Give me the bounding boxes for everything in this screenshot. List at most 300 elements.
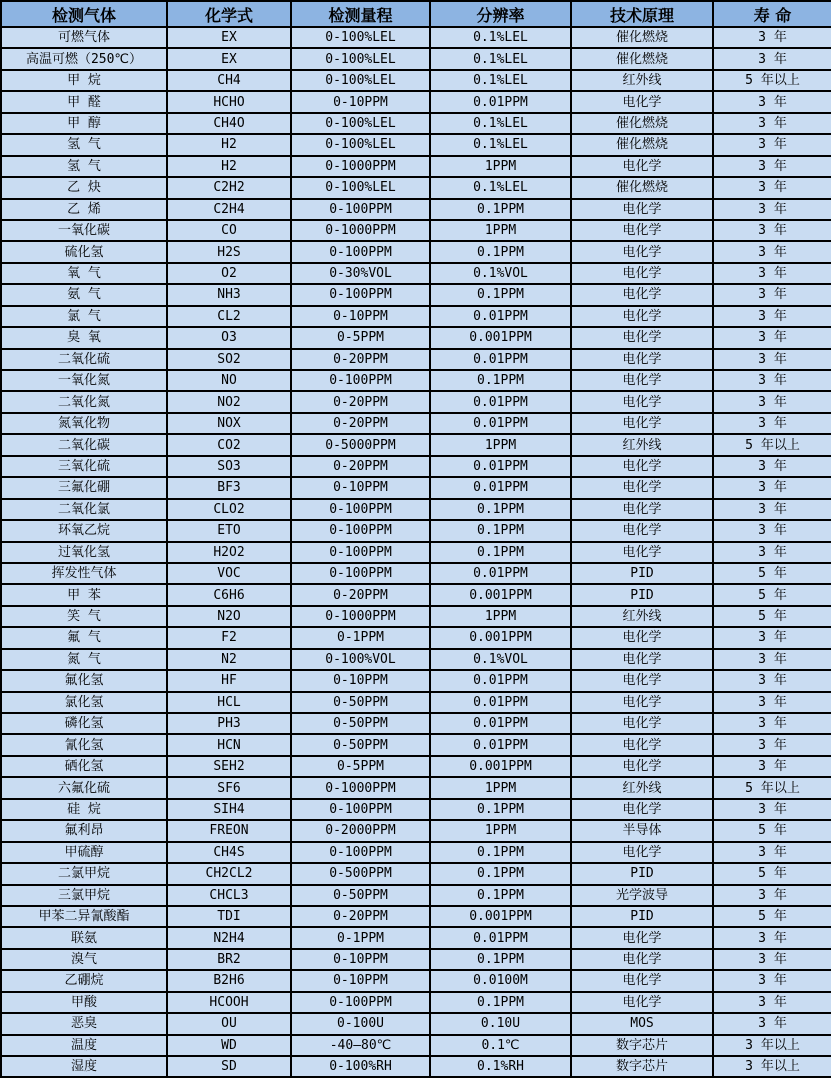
cell-lifespan: 3 年 xyxy=(713,177,831,198)
cell-principle: 电化学 xyxy=(571,263,713,284)
cell-resolution: 0.1PPM xyxy=(430,370,571,391)
cell-formula: HCOOH xyxy=(167,992,291,1013)
cell-principle: 电化学 xyxy=(571,456,713,477)
cell-lifespan: 3 年 xyxy=(713,241,831,262)
cell-principle: 催化燃烧 xyxy=(571,27,713,48)
cell-formula: B2H6 xyxy=(167,970,291,991)
cell-range: 0-100%RH xyxy=(291,1056,430,1077)
cell-gas: 甲硫醇 xyxy=(1,842,167,863)
table-row xyxy=(1,734,831,755)
table-row xyxy=(1,306,831,327)
column-header-formula: 化学式 xyxy=(167,1,291,27)
column-header-range: 检测量程 xyxy=(291,1,430,27)
table-row xyxy=(1,370,831,391)
cell-lifespan: 3 年 xyxy=(713,1013,831,1034)
cell-formula: PH3 xyxy=(167,713,291,734)
cell-formula: N2O xyxy=(167,606,291,627)
cell-gas: 挥发性气体 xyxy=(1,563,167,584)
table-row xyxy=(1,563,831,584)
column-header-principle: 技术原理 xyxy=(571,1,713,27)
cell-gas: 氨 气 xyxy=(1,284,167,305)
cell-principle: 电化学 xyxy=(571,799,713,820)
cell-range: 0-10PPM xyxy=(291,670,430,691)
cell-range: 0-10PPM xyxy=(291,306,430,327)
cell-principle: 电化学 xyxy=(571,391,713,412)
cell-range: 0-100PPM xyxy=(291,241,430,262)
cell-range: 0-20PPM xyxy=(291,391,430,412)
cell-formula: H2 xyxy=(167,156,291,177)
cell-range: 0-1000PPM xyxy=(291,606,430,627)
cell-lifespan: 3 年 xyxy=(713,756,831,777)
cell-formula: TDI xyxy=(167,906,291,927)
cell-gas: 氟 气 xyxy=(1,627,167,648)
column-header-lifespan: 寿 命 xyxy=(713,1,831,27)
cell-lifespan: 3 年 xyxy=(713,627,831,648)
cell-range: 0-20PPM xyxy=(291,906,430,927)
cell-range: 0-20PPM xyxy=(291,584,430,605)
cell-range: 0-50PPM xyxy=(291,713,430,734)
cell-range: 0-1PPM xyxy=(291,927,430,948)
cell-lifespan: 3 年 xyxy=(713,370,831,391)
cell-gas: 磷化氢 xyxy=(1,713,167,734)
cell-formula: VOC xyxy=(167,563,291,584)
cell-principle: 电化学 xyxy=(571,477,713,498)
cell-range: 0-100PPM xyxy=(291,499,430,520)
cell-range: 0-50PPM xyxy=(291,692,430,713)
cell-range: 0-50PPM xyxy=(291,734,430,755)
cell-resolution: 0.01PPM xyxy=(430,927,571,948)
table-row xyxy=(1,670,831,691)
cell-resolution: 0.1PPM xyxy=(430,520,571,541)
cell-resolution: 0.01PPM xyxy=(430,456,571,477)
cell-principle: 电化学 xyxy=(571,413,713,434)
cell-resolution: 0.01PPM xyxy=(430,349,571,370)
cell-resolution: 0.1%LEL xyxy=(430,48,571,69)
cell-formula: HF xyxy=(167,670,291,691)
cell-gas: 二氯甲烷 xyxy=(1,863,167,884)
cell-lifespan: 3 年 xyxy=(713,27,831,48)
cell-resolution: 0.1PPM xyxy=(430,885,571,906)
cell-lifespan: 5 年以上 xyxy=(713,434,831,455)
cell-resolution: 0.01PPM xyxy=(430,91,571,112)
cell-resolution: 0.1PPM xyxy=(430,241,571,262)
cell-resolution: 0.01PPM xyxy=(430,692,571,713)
cell-lifespan: 3 年 xyxy=(713,499,831,520)
cell-formula: CH2CL2 xyxy=(167,863,291,884)
table-row xyxy=(1,649,831,670)
cell-gas: 二氧化硫 xyxy=(1,349,167,370)
table-row xyxy=(1,456,831,477)
cell-lifespan: 5 年 xyxy=(713,563,831,584)
cell-principle: 电化学 xyxy=(571,349,713,370)
cell-principle: 催化燃烧 xyxy=(571,48,713,69)
cell-range: 0-100PPM xyxy=(291,842,430,863)
cell-gas: 高温可燃（250℃） xyxy=(1,48,167,69)
table-row xyxy=(1,713,831,734)
cell-principle: 电化学 xyxy=(571,199,713,220)
cell-lifespan: 3 年 xyxy=(713,349,831,370)
cell-range: 0-100%LEL xyxy=(291,134,430,155)
table-row xyxy=(1,885,831,906)
cell-lifespan: 3 年 xyxy=(713,134,831,155)
cell-range: 0-100PPM xyxy=(291,799,430,820)
table-row xyxy=(1,220,831,241)
cell-formula: FREON xyxy=(167,820,291,841)
cell-formula: SEH2 xyxy=(167,756,291,777)
cell-range: 0-500PPM xyxy=(291,863,430,884)
cell-principle: 电化学 xyxy=(571,649,713,670)
cell-range: 0-5PPM xyxy=(291,756,430,777)
cell-gas: 氧 气 xyxy=(1,263,167,284)
cell-range: 0-100PPM xyxy=(291,284,430,305)
table-row xyxy=(1,241,831,262)
cell-resolution: 0.01PPM xyxy=(430,563,571,584)
cell-gas: 甲酸 xyxy=(1,992,167,1013)
cell-lifespan: 5 年以上 xyxy=(713,70,831,91)
cell-range: 0-20PPM xyxy=(291,456,430,477)
table-row xyxy=(1,692,831,713)
cell-principle: 数字芯片 xyxy=(571,1056,713,1077)
cell-principle: 电化学 xyxy=(571,520,713,541)
cell-resolution: 0.001PPM xyxy=(430,584,571,605)
cell-lifespan: 3 年 xyxy=(713,263,831,284)
table-row xyxy=(1,349,831,370)
table-row xyxy=(1,156,831,177)
cell-gas: 氢 气 xyxy=(1,156,167,177)
cell-range: 0-20PPM xyxy=(291,413,430,434)
cell-formula: BF3 xyxy=(167,477,291,498)
cell-gas: 臭 氧 xyxy=(1,327,167,348)
cell-formula: SD xyxy=(167,1056,291,1077)
cell-formula: NO2 xyxy=(167,391,291,412)
cell-range: 0-10PPM xyxy=(291,91,430,112)
cell-resolution: 0.1%LEL xyxy=(430,27,571,48)
cell-gas: 六氟化硫 xyxy=(1,777,167,798)
cell-resolution: 0.1PPM xyxy=(430,542,571,563)
cell-formula: SO3 xyxy=(167,456,291,477)
cell-formula: NO xyxy=(167,370,291,391)
cell-resolution: 0.01PPM xyxy=(430,477,571,498)
cell-principle: 电化学 xyxy=(571,284,713,305)
cell-formula: CH4S xyxy=(167,842,291,863)
cell-resolution: 1PPM xyxy=(430,777,571,798)
cell-resolution: 0.1PPM xyxy=(430,949,571,970)
cell-gas: 氟利昂 xyxy=(1,820,167,841)
cell-formula: ETO xyxy=(167,520,291,541)
cell-range: 0-5000PPM xyxy=(291,434,430,455)
cell-lifespan: 3 年 xyxy=(713,220,831,241)
cell-principle: 电化学 xyxy=(571,970,713,991)
cell-principle: 电化学 xyxy=(571,670,713,691)
cell-gas: 氮氧化物 xyxy=(1,413,167,434)
cell-lifespan: 5 年 xyxy=(713,584,831,605)
cell-formula: NOX xyxy=(167,413,291,434)
cell-principle: 半导体 xyxy=(571,820,713,841)
table-row xyxy=(1,113,831,134)
cell-formula: F2 xyxy=(167,627,291,648)
cell-range: 0-10PPM xyxy=(291,477,430,498)
cell-gas: 可燃气体 xyxy=(1,27,167,48)
cell-gas: 甲 醛 xyxy=(1,91,167,112)
cell-formula: HCN xyxy=(167,734,291,755)
cell-range: 0-20PPM xyxy=(291,349,430,370)
cell-formula: BR2 xyxy=(167,949,291,970)
cell-gas: 氮 气 xyxy=(1,649,167,670)
cell-range: 0-100PPM xyxy=(291,563,430,584)
cell-gas: 氟化氢 xyxy=(1,670,167,691)
cell-principle: 电化学 xyxy=(571,156,713,177)
cell-gas: 硒化氢 xyxy=(1,756,167,777)
cell-resolution: 0.001PPM xyxy=(430,906,571,927)
cell-principle: MOS xyxy=(571,1013,713,1034)
cell-resolution: 1PPM xyxy=(430,220,571,241)
column-header-gas: 检测气体 xyxy=(1,1,167,27)
cell-resolution: 0.1℃ xyxy=(430,1035,571,1056)
cell-range: 0-50PPM xyxy=(291,885,430,906)
table-row xyxy=(1,584,831,605)
cell-resolution: 1PPM xyxy=(430,820,571,841)
cell-principle: 电化学 xyxy=(571,992,713,1013)
cell-lifespan: 3 年 xyxy=(713,992,831,1013)
table-row xyxy=(1,627,831,648)
cell-gas: 氢 气 xyxy=(1,134,167,155)
cell-lifespan: 3 年以上 xyxy=(713,1056,831,1077)
cell-resolution: 0.1PPM xyxy=(430,499,571,520)
cell-gas: 二氧化碳 xyxy=(1,434,167,455)
cell-formula: CHCL3 xyxy=(167,885,291,906)
cell-range: 0-100U xyxy=(291,1013,430,1034)
table-row xyxy=(1,520,831,541)
cell-range: 0-100PPM xyxy=(291,992,430,1013)
cell-resolution: 0.1PPM xyxy=(430,863,571,884)
table-row xyxy=(1,542,831,563)
cell-range: 0-100%LEL xyxy=(291,177,430,198)
cell-principle: 数字芯片 xyxy=(571,1035,713,1056)
cell-gas: 一氧化碳 xyxy=(1,220,167,241)
table-row xyxy=(1,1035,831,1056)
cell-lifespan: 3 年 xyxy=(713,713,831,734)
cell-gas: 湿度 xyxy=(1,1056,167,1077)
cell-lifespan: 3 年 xyxy=(713,91,831,112)
table-row xyxy=(1,777,831,798)
cell-lifespan: 3 年 xyxy=(713,456,831,477)
cell-gas: 乙 烯 xyxy=(1,199,167,220)
cell-gas: 一氧化氮 xyxy=(1,370,167,391)
cell-range: 0-1PPM xyxy=(291,627,430,648)
cell-resolution: 0.1PPM xyxy=(430,199,571,220)
cell-range: 0-100%LEL xyxy=(291,48,430,69)
table-row xyxy=(1,284,831,305)
cell-formula: H2 xyxy=(167,134,291,155)
table-row xyxy=(1,863,831,884)
cell-formula: SF6 xyxy=(167,777,291,798)
cell-lifespan: 3 年 xyxy=(713,413,831,434)
table-row xyxy=(1,91,831,112)
table-row xyxy=(1,391,831,412)
cell-gas: 三氧化硫 xyxy=(1,456,167,477)
cell-lifespan: 3 年 xyxy=(713,113,831,134)
cell-principle: 催化燃烧 xyxy=(571,177,713,198)
cell-principle: 电化学 xyxy=(571,220,713,241)
cell-lifespan: 3 年 xyxy=(713,927,831,948)
cell-lifespan: 3 年 xyxy=(713,542,831,563)
cell-resolution: 0.1%RH xyxy=(430,1056,571,1077)
cell-principle: 电化学 xyxy=(571,241,713,262)
cell-resolution: 0.01PPM xyxy=(430,713,571,734)
cell-formula: EX xyxy=(167,48,291,69)
cell-principle: 红外线 xyxy=(571,606,713,627)
cell-lifespan: 3 年 xyxy=(713,284,831,305)
cell-resolution: 0.10U xyxy=(430,1013,571,1034)
cell-lifespan: 3 年 xyxy=(713,391,831,412)
cell-gas: 甲 烷 xyxy=(1,70,167,91)
cell-principle: 电化学 xyxy=(571,949,713,970)
cell-principle: 电化学 xyxy=(571,734,713,755)
cell-principle: 红外线 xyxy=(571,70,713,91)
cell-formula: CO xyxy=(167,220,291,241)
cell-gas: 氯 气 xyxy=(1,306,167,327)
cell-resolution: 0.1%LEL xyxy=(430,113,571,134)
cell-formula: H2O2 xyxy=(167,542,291,563)
cell-formula: WD xyxy=(167,1035,291,1056)
cell-principle: 催化燃烧 xyxy=(571,113,713,134)
cell-principle: 电化学 xyxy=(571,713,713,734)
table-row xyxy=(1,756,831,777)
table-row xyxy=(1,327,831,348)
cell-range: 0-30%VOL xyxy=(291,263,430,284)
cell-principle: 红外线 xyxy=(571,434,713,455)
cell-gas: 氯化氢 xyxy=(1,692,167,713)
cell-lifespan: 3 年 xyxy=(713,692,831,713)
cell-formula: C2H4 xyxy=(167,199,291,220)
cell-lifespan: 3 年 xyxy=(713,670,831,691)
table-row xyxy=(1,48,831,69)
cell-resolution: 0.1%VOL xyxy=(430,263,571,284)
cell-range: 0-100%LEL xyxy=(291,27,430,48)
cell-formula: CL2 xyxy=(167,306,291,327)
cell-lifespan: 3 年 xyxy=(713,48,831,69)
cell-formula: CH4O xyxy=(167,113,291,134)
cell-formula: HCL xyxy=(167,692,291,713)
table-row xyxy=(1,27,831,48)
cell-principle: 红外线 xyxy=(571,777,713,798)
table-row xyxy=(1,70,831,91)
cell-gas: 联氨 xyxy=(1,927,167,948)
cell-principle: 催化燃烧 xyxy=(571,134,713,155)
cell-range: 0-100%LEL xyxy=(291,113,430,134)
table-body xyxy=(1,27,831,1077)
cell-formula: N2H4 xyxy=(167,927,291,948)
cell-resolution: 0.1PPM xyxy=(430,842,571,863)
cell-lifespan: 3 年 xyxy=(713,156,831,177)
cell-range: 0-100PPM xyxy=(291,370,430,391)
table-header xyxy=(1,1,831,27)
cell-range: 0-100PPM xyxy=(291,199,430,220)
cell-principle: PID xyxy=(571,906,713,927)
cell-resolution: 0.1PPM xyxy=(430,284,571,305)
cell-resolution: 0.001PPM xyxy=(430,327,571,348)
cell-range: 0-1000PPM xyxy=(291,220,430,241)
cell-resolution: 0.01PPM xyxy=(430,306,571,327)
cell-resolution: 0.1%LEL xyxy=(430,177,571,198)
cell-principle: 电化学 xyxy=(571,627,713,648)
cell-lifespan: 5 年 xyxy=(713,906,831,927)
cell-range: 0-1000PPM xyxy=(291,156,430,177)
table-row xyxy=(1,199,831,220)
table-row xyxy=(1,906,831,927)
cell-range: 0-100PPM xyxy=(291,542,430,563)
cell-range: 0-100%LEL xyxy=(291,70,430,91)
table-row xyxy=(1,499,831,520)
cell-gas: 二氧化氮 xyxy=(1,391,167,412)
cell-gas: 三氯甲烷 xyxy=(1,885,167,906)
cell-formula: C6H6 xyxy=(167,584,291,605)
cell-lifespan: 3 年 xyxy=(713,477,831,498)
cell-resolution: 1PPM xyxy=(430,606,571,627)
cell-formula: SIH4 xyxy=(167,799,291,820)
table-row xyxy=(1,606,831,627)
cell-principle: PID xyxy=(571,563,713,584)
cell-resolution: 0.01PPM xyxy=(430,670,571,691)
cell-lifespan: 3 年 xyxy=(713,734,831,755)
column-header-resolution: 分辨率 xyxy=(430,1,571,27)
cell-principle: 电化学 xyxy=(571,370,713,391)
table-row xyxy=(1,820,831,841)
table-row xyxy=(1,477,831,498)
cell-lifespan: 3 年 xyxy=(713,842,831,863)
cell-principle: 电化学 xyxy=(571,499,713,520)
cell-principle: 电化学 xyxy=(571,927,713,948)
table-row xyxy=(1,927,831,948)
table-row xyxy=(1,177,831,198)
cell-lifespan: 5 年以上 xyxy=(713,777,831,798)
cell-lifespan: 3 年 xyxy=(713,949,831,970)
cell-gas: 二氧化氯 xyxy=(1,499,167,520)
cell-gas: 甲 醇 xyxy=(1,113,167,134)
cell-formula: N2 xyxy=(167,649,291,670)
table-row xyxy=(1,970,831,991)
cell-gas: 甲 苯 xyxy=(1,584,167,605)
cell-range: 0-5PPM xyxy=(291,327,430,348)
cell-principle: PID xyxy=(571,863,713,884)
cell-formula: SO2 xyxy=(167,349,291,370)
cell-resolution: 0.1PPM xyxy=(430,799,571,820)
cell-lifespan: 5 年 xyxy=(713,863,831,884)
cell-gas: 温度 xyxy=(1,1035,167,1056)
cell-resolution: 0.01PPM xyxy=(430,413,571,434)
cell-resolution: 0.01PPM xyxy=(430,391,571,412)
cell-principle: 电化学 xyxy=(571,692,713,713)
cell-formula: CO2 xyxy=(167,434,291,455)
cell-lifespan: 3 年 xyxy=(713,970,831,991)
cell-resolution: 0.001PPM xyxy=(430,756,571,777)
table-row xyxy=(1,842,831,863)
cell-lifespan: 3 年 xyxy=(713,520,831,541)
cell-principle: 电化学 xyxy=(571,327,713,348)
cell-principle: 电化学 xyxy=(571,842,713,863)
cell-lifespan: 3 年 xyxy=(713,327,831,348)
cell-resolution: 0.1%LEL xyxy=(430,70,571,91)
cell-lifespan: 3 年 xyxy=(713,799,831,820)
cell-principle: 电化学 xyxy=(571,91,713,112)
cell-resolution: 0.1%VOL xyxy=(430,649,571,670)
cell-resolution: 1PPM xyxy=(430,156,571,177)
cell-lifespan: 3 年 xyxy=(713,199,831,220)
table-row xyxy=(1,434,831,455)
cell-gas: 乙硼烷 xyxy=(1,970,167,991)
cell-lifespan: 3 年 xyxy=(713,885,831,906)
cell-range: 0-10PPM xyxy=(291,970,430,991)
